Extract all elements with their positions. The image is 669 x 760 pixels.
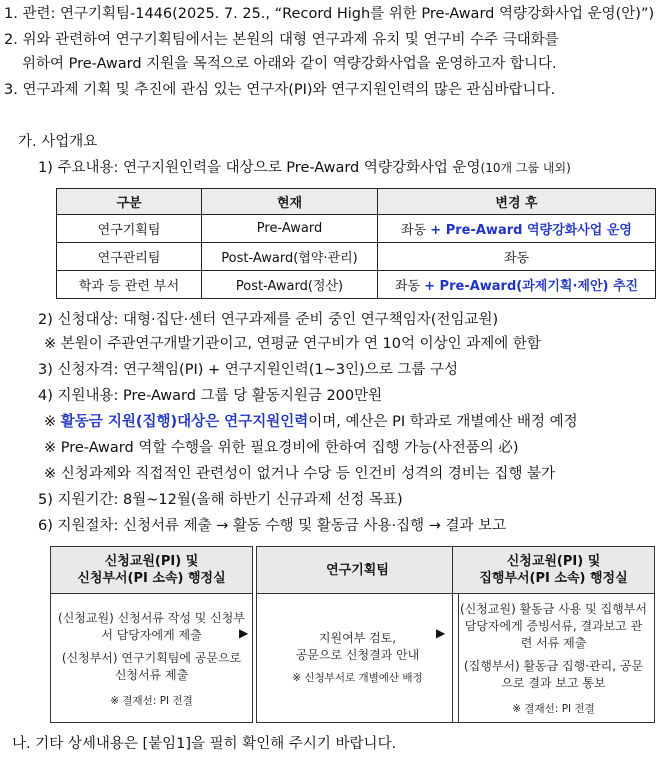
flow-box-applicant-note: ※ 결재선: PI 전결	[110, 694, 193, 707]
cell-current: Post-Award(정산)	[202, 271, 378, 299]
cell-after-plain: 좌동	[401, 223, 431, 238]
table-header-category: 구분	[57, 189, 202, 215]
cell-category: 학과 등 관련 부서	[57, 271, 202, 299]
flow-box-planning-team-note: ※ 신청부서로 개별예산 배정	[292, 671, 423, 684]
note-1-rest: 이며, 예산은 PI 학과로 개별예산 배정 예정	[308, 414, 578, 430]
cell-current: Pre-Award	[202, 215, 378, 243]
table-row	[57, 215, 656, 243]
table-header-after: 변경 후	[378, 189, 656, 215]
flow-box-executing-dept-header	[453, 547, 654, 594]
subitem-5-period: 5) 지원기간: 8월~12월(올해 하반기 신규과제 선정 목표)	[38, 492, 403, 508]
item-2-purpose-line1: 2. 위와 관련하여 연구기획팀에서는 본원의 대형 연구과제 유치 및 연구비 수주 극대화를	[4, 32, 559, 48]
flow-box-applicant-title-2: 신청부서(PI 소속) 행정실	[77, 571, 226, 586]
subitem-1-main-content	[38, 158, 571, 178]
subitem-3-eligibility: 3) 신청자격: 연구책임(PI) + 연구지원인력(1~3인)으로 그룹 구성	[38, 362, 458, 378]
section-na-notice: 나. 기타 상세내용은 [붙임1]을 필히 확인해 주시기 바랍니다.	[12, 736, 397, 752]
subitem-6-procedure: 6) 지원절차: 신청서류 제출 → 활동 수행 및 활동금 사용·집행 → 결과 보고	[38, 518, 507, 534]
item-3-request: 3. 연구과제 기획 및 추진에 관심 있는 연구자(PI)와 연구지원인력의 많은 관심바랍니다.	[4, 82, 556, 98]
change-table	[56, 188, 656, 299]
flow-box-executing-dept-step-1: (신청교원) 활동금 사용 및 집행부서 담당자에게 증빙서류, 결과보고 관련 서류 제출	[460, 602, 647, 650]
table-header-row	[57, 189, 656, 215]
cell-after-plain: 좌동	[503, 251, 530, 266]
subitem-1-label: 1) 주요내용: 연구지원인력을 대상으로 Pre-Award 역량강화사업 운영	[38, 160, 481, 176]
flow-box-executing-dept	[452, 546, 655, 723]
flow-box-executing-dept-body	[453, 594, 654, 722]
flow-box-executing-dept-step-2: (집행부서) 활동금 집행·관리, 공문으로 결과 보고 통보	[463, 659, 644, 690]
subitem-2-target: 2) 신청대상: 대형·집단·센터 연구과제를 준비 중인 연구책임자(전임교원)	[38, 312, 499, 328]
note-1-highlight: 활동금 지원(집행)대상은 연구지원인력	[60, 414, 309, 430]
subitem-4-support: 4) 지원내용: Pre-Award 그룹 당 활동지원금 200만원	[38, 388, 383, 404]
item-1-reference: 1. 관련: 연구기획팀-1446(2025. 7. 25., “Record High를 위한 Pre-Award 역량강화사업 운영(안)”)	[4, 6, 655, 22]
cell-after	[378, 215, 656, 243]
flow-box-applicant-title-1: 신청교원(PI) 및	[104, 554, 199, 569]
cell-current: Post-Award(협약·관리)	[202, 243, 378, 271]
flow-box-planning-team-header	[257, 547, 458, 594]
table-row	[57, 243, 656, 271]
subitem-1-suffix: (10개 그룹 내외)	[480, 161, 571, 175]
flow-box-applicant-step-2: (신청부서) 연구기획팀에 공문으로 신청서류 제출	[61, 650, 242, 682]
flow-arrow-2-icon: ▶	[436, 626, 446, 640]
subitem-4-note-2: ※ Pre-Award 역할 수행을 위한 필요경비에 한하여 집행 가능(사전품의 必)	[44, 440, 519, 456]
cell-after-highlight: + Pre-Award(과제기획·제안) 추진	[424, 279, 639, 294]
flow-box-planning-team-body	[257, 594, 458, 722]
flow-box-executing-dept-note: ※ 결재선: PI 전결	[512, 703, 595, 715]
cell-category: 연구관리팀	[57, 243, 202, 271]
flow-box-executing-dept-title-2: 집행부서(PI 소속) 행정실	[479, 571, 628, 586]
section-ga-heading: 가. 사업개요	[18, 134, 98, 150]
flow-arrow-1-icon: ▶	[239, 626, 249, 640]
flow-box-applicant-header	[51, 547, 252, 594]
flow-box-executing-dept-title-1: 신청교원(PI) 및	[506, 554, 601, 569]
subitem-4-note-1	[44, 412, 578, 432]
cell-after	[378, 271, 656, 299]
flow-box-planning-team-step-1: 지원여부 검토,	[318, 630, 397, 645]
table-row	[57, 271, 656, 299]
note-1-mark: ※	[44, 414, 61, 430]
flow-box-applicant-step-1: (신청교원) 신청서류 작성 및 신청부서 담당자에게 제출	[58, 610, 245, 642]
cell-after-highlight: + Pre-Award 역량강화사업 운영	[430, 223, 632, 238]
flow-box-planning-team-step-2: 공문으로 신청결과 안내	[295, 647, 420, 662]
table-header-current: 현재	[202, 189, 378, 215]
flow-box-applicant-body	[51, 594, 252, 722]
cell-after	[378, 243, 656, 271]
subitem-2-note: ※ 본원이 주관연구개발기관이고, 연평균 연구비가 연 10억 이상인 과제에 한함	[44, 336, 541, 352]
flow-box-planning-team	[256, 546, 459, 723]
cell-category: 연구기획팀	[57, 215, 202, 243]
cell-after-plain: 좌동	[394, 279, 425, 294]
flow-box-applicant	[50, 546, 253, 723]
item-2-purpose-line2: 위하여 Pre-Award 지원을 목적으로 아래와 같이 역량강화사업을 운영하고자 합니다.	[22, 56, 557, 72]
subitem-4-note-3: ※ 신청과제와 직접적인 관련성이 없거나 수당 등 인건비 성격의 경비는 집행 불가	[44, 466, 556, 482]
flow-box-planning-team-title: 연구기획팀	[326, 562, 389, 578]
